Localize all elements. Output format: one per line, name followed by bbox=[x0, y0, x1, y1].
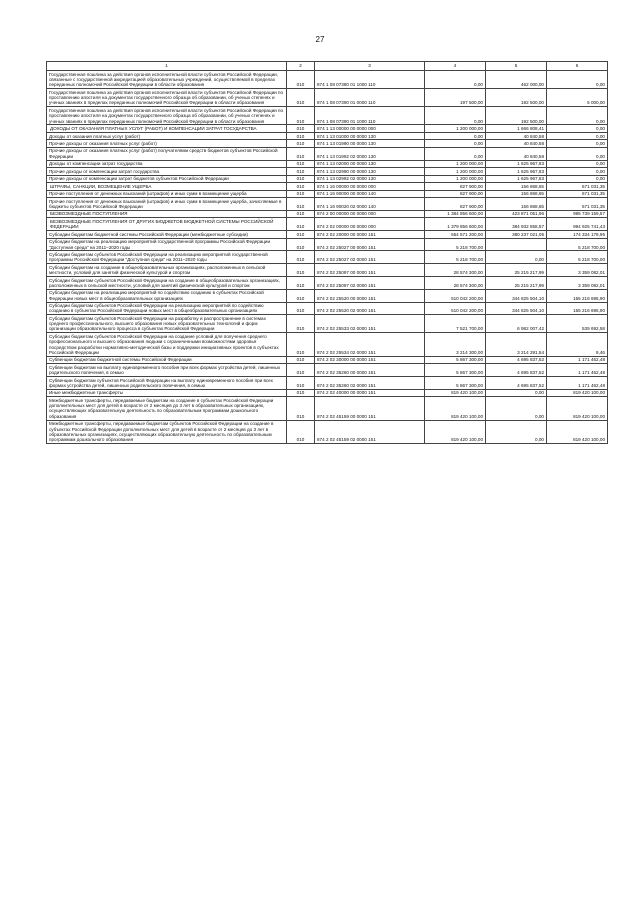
row-executed-cell: 192 500,00 bbox=[486, 107, 547, 125]
row-name-cell: Субсидии бюджетам субъектов Российской Федерации на создание условий для получения среднего профессионального и высшего образования людьми с ограниченными возможностями здоровья посредством разработки нормативно-методической базы и поддержки инициативных проектов в субъектах Российской Федерации bbox=[47, 333, 287, 356]
column-header: 6 bbox=[547, 62, 608, 71]
row-kbk-cell: 874 2 02 25097 00 0000 151 bbox=[315, 264, 425, 277]
row-executed-cell: 344 825 504,10 bbox=[486, 302, 547, 315]
table-header-row bbox=[47, 62, 608, 71]
row-name-cell: БЕЗВОЗМЕЗДНЫЕ ПОСТУПЛЕНИЯ bbox=[47, 210, 287, 217]
row-name-cell: Иные межбюджетные трансферты bbox=[47, 389, 287, 396]
row-unexecuted-cell: 5 218 700,00 bbox=[547, 238, 608, 251]
row-unexecuted-cell: 1 171 462,48 bbox=[547, 377, 608, 390]
row-approved-cell: 0,00 bbox=[425, 147, 486, 160]
table-row bbox=[47, 147, 608, 160]
row-executed-cell: 156 868,65 bbox=[486, 198, 547, 211]
row-name-cell: Доходы от компенсации затрат государства bbox=[47, 160, 287, 167]
row-executed-cell: 40 840,58 bbox=[486, 147, 547, 160]
row-approved-cell: 28 574 300,00 bbox=[425, 276, 486, 289]
row-name-cell: Субсидии бюджетам субъектов Российской Федерации на разработку и распространение в системах среднего профессионального, высшего образования новых образовательных технологий и форм организации образовательного процесса в субъектах Российской Федерации bbox=[47, 315, 287, 333]
revenue-report-table bbox=[46, 61, 608, 444]
row-approved-cell: 5 867 300,00 bbox=[425, 364, 486, 377]
table-row bbox=[47, 125, 608, 132]
row-unexecuted-cell: 0,00 bbox=[547, 160, 608, 167]
table-row bbox=[47, 89, 608, 107]
table-row bbox=[47, 168, 608, 175]
row-executed-cell: 40 840,58 bbox=[486, 132, 547, 139]
row-kbk-cell: 874 2 02 25520 00 0000 151 bbox=[315, 289, 425, 302]
row-kbk-cell: 874 2 02 25097 02 0000 151 bbox=[315, 276, 425, 289]
column-header: 5 bbox=[486, 62, 547, 71]
row-executed-cell: 423 871 051,96 bbox=[486, 210, 547, 217]
row-approved-cell: 28 574 300,00 bbox=[425, 264, 486, 277]
row-name-cell: Прочие доходы от компенсации затрат бюджетов субъектов Российской Федерации bbox=[47, 175, 287, 182]
row-unexecuted-cell: 5 000,00 bbox=[547, 89, 608, 107]
row-executed-cell: 0,00 bbox=[486, 389, 547, 396]
row-approved-cell: 0,00 bbox=[425, 132, 486, 139]
row-approved-cell: 819 420 100,00 bbox=[425, 389, 486, 396]
row-unexecuted-cell: 1 171 462,48 bbox=[547, 356, 608, 363]
row-code-cell: 010 bbox=[287, 264, 315, 277]
row-executed-cell: 1 666 808,41 bbox=[486, 125, 547, 132]
row-kbk-cell: 874 1 08 07390 01 0000 110 bbox=[315, 89, 425, 107]
row-approved-cell: 1 384 856 600,00 bbox=[425, 210, 486, 217]
row-code-cell: 010 bbox=[287, 389, 315, 396]
row-unexecuted-cell: 671 031,35 bbox=[547, 183, 608, 190]
row-approved-cell: 827 900,00 bbox=[425, 190, 486, 197]
table-row bbox=[47, 264, 608, 277]
table-row bbox=[47, 175, 608, 182]
row-approved-cell: 1 200 000,00 bbox=[425, 175, 486, 182]
row-kbk-cell: 874 2 02 35260 02 0000 151 bbox=[315, 377, 425, 390]
table-row bbox=[47, 198, 608, 211]
page-number: 27 bbox=[315, 35, 325, 44]
row-name-cell: Субсидии бюджетам субъектов Российской Федерации на создание в общеобразовательных организациях, расположенных в сельской местности, условий для занятий физической культурой и спортом bbox=[47, 276, 287, 289]
row-approved-cell: 827 900,00 bbox=[425, 183, 486, 190]
row-name-cell: ШТРАФЫ, САНКЦИИ, ВОЗМЕЩЕНИЕ УЩЕРБА bbox=[47, 183, 287, 190]
row-unexecuted-cell: 0,00 bbox=[547, 71, 608, 89]
row-unexecuted-cell: 539 692,58 bbox=[547, 315, 608, 333]
row-executed-cell: 4 695 837,52 bbox=[486, 356, 547, 363]
row-kbk-cell: 874 2 02 25534 02 0000 151 bbox=[315, 333, 425, 356]
row-kbk-cell: 874 2 02 25027 00 0000 151 bbox=[315, 238, 425, 251]
table-row bbox=[47, 302, 608, 315]
row-approved-cell: 0,00 bbox=[425, 71, 486, 89]
row-executed-cell: 0,00 bbox=[486, 397, 547, 420]
row-executed-cell: 4 695 837,52 bbox=[486, 377, 547, 390]
row-unexecuted-cell: 995 739 159,57 bbox=[547, 210, 608, 217]
row-code-cell: 010 bbox=[287, 71, 315, 89]
row-executed-cell: 1 625 967,83 bbox=[486, 160, 547, 167]
row-kbk-cell: 874 2 02 35260 00 0000 151 bbox=[315, 364, 425, 377]
row-name-cell: Субвенции бюджетам бюджетной системы Российской Федерации bbox=[47, 356, 287, 363]
row-code-cell: 010 bbox=[287, 175, 315, 182]
row-name-cell: Государственная пошлина за действия органов исполнительной власти субъектов Российской Федерации по проставлению апостиля на документах государственного образца об образовании, об ученых степенях и ученых званиях в пределах переданных полномочий Российской Федерации в области образования bbox=[47, 89, 287, 107]
row-name-cell: Прочие доходы от оказания платных услуг (работ) bbox=[47, 140, 287, 147]
row-code-cell: 010 bbox=[287, 198, 315, 211]
row-code-cell: 010 bbox=[287, 147, 315, 160]
row-approved-cell: 5 218 700,00 bbox=[425, 238, 486, 251]
row-name-cell: Прочие доходы от компенсации затрат государства bbox=[47, 168, 287, 175]
row-executed-cell: 192 500,00 bbox=[486, 89, 547, 107]
table-row bbox=[47, 377, 608, 390]
row-executed-cell: 25 215 217,99 bbox=[486, 276, 547, 289]
row-name-cell: Субсидии бюджетам бюджетной системы Российской Федерации (межбюджетные субсидии) bbox=[47, 231, 287, 238]
row-approved-cell: 1 200 000,00 bbox=[425, 125, 486, 132]
table-row bbox=[47, 132, 608, 139]
table-row bbox=[47, 420, 608, 443]
column-header: 3 bbox=[315, 62, 425, 71]
row-kbk-cell: 874 1 16 00000 00 0000 000 bbox=[315, 183, 425, 190]
table-row bbox=[47, 190, 608, 197]
row-unexecuted-cell: 5 218 700,00 bbox=[547, 251, 608, 264]
row-unexecuted-cell: 0,00 bbox=[547, 147, 608, 160]
row-kbk-cell: 874 2 02 40000 00 0000 151 bbox=[315, 389, 425, 396]
row-executed-cell: 40 840,58 bbox=[486, 140, 547, 147]
row-kbk-cell: 874 1 16 90000 00 0000 140 bbox=[315, 190, 425, 197]
row-code-cell: 010 bbox=[287, 238, 315, 251]
row-kbk-cell: 874 1 13 02000 00 0000 130 bbox=[315, 160, 425, 167]
row-kbk-cell: 874 1 13 01990 00 0000 130 bbox=[315, 140, 425, 147]
row-executed-cell: 4 695 837,52 bbox=[486, 364, 547, 377]
row-unexecuted-cell: 0,00 bbox=[547, 140, 608, 147]
row-kbk-cell: 874 2 02 00000 00 0000 000 bbox=[315, 218, 425, 231]
table-row bbox=[47, 289, 608, 302]
row-kbk-cell: 874 1 08 07380 01 1000 110 bbox=[315, 71, 425, 89]
column-header: 4 bbox=[425, 62, 486, 71]
row-kbk-cell: 874 1 13 00000 00 0000 000 bbox=[315, 125, 425, 132]
row-code-cell: 010 bbox=[287, 420, 315, 443]
table-row bbox=[47, 160, 608, 167]
row-code-cell: 010 bbox=[287, 107, 315, 125]
row-name-cell: БЕЗВОЗМЕЗДНЫЕ ПОСТУПЛЕНИЯ ОТ ДРУГИХ БЮДЖЕТОВ БЮДЖЕТНОЙ СИСТЕМЫ РОССИЙСКОЙ ФЕДЕРАЦИИ bbox=[47, 218, 287, 231]
row-code-cell: 010 bbox=[287, 356, 315, 363]
table-row bbox=[47, 251, 608, 264]
row-approved-cell: 510 042 200,00 bbox=[425, 302, 486, 315]
row-name-cell: Межбюджетные трансферты, передаваемые бюджетам на создание в субъектах Российской Федерации дополнительных мест для детей в возрасте от 2 месяцев до 3 лет в образовательных организациях, осуществляющих образовательную деятельность по образовательным программам дошкольного образования bbox=[47, 397, 287, 420]
table-row bbox=[47, 238, 608, 251]
row-unexecuted-cell: 3 359 082,01 bbox=[547, 264, 608, 277]
table-row bbox=[47, 397, 608, 420]
row-kbk-cell: 874 2 02 25533 02 0000 151 bbox=[315, 315, 425, 333]
row-code-cell: 010 bbox=[287, 231, 315, 238]
row-executed-cell: 384 932 858,57 bbox=[486, 218, 547, 231]
row-executed-cell: 380 237 021,05 bbox=[486, 231, 547, 238]
row-unexecuted-cell: 0,00 bbox=[547, 132, 608, 139]
row-executed-cell: 344 825 504,10 bbox=[486, 289, 547, 302]
row-code-cell: 010 bbox=[287, 160, 315, 167]
row-approved-cell: 819 420 100,00 bbox=[425, 397, 486, 420]
row-unexecuted-cell: 0,00 bbox=[547, 168, 608, 175]
row-approved-cell: 1 379 856 600,00 bbox=[425, 218, 486, 231]
row-kbk-cell: 874 2 02 30000 00 0000 151 bbox=[315, 356, 425, 363]
table-row bbox=[47, 364, 608, 377]
row-name-cell: Государственная пошлина за действия органов исполнительной власти субъектов Российской Федерации, связанные с государственной аккредитацией образовательных учреждений, осуществляемой в пределах переданных полномочий Российской Федерации в области образования bbox=[47, 71, 287, 89]
table-row bbox=[47, 276, 608, 289]
row-kbk-cell: 874 2 02 45159 02 0000 151 bbox=[315, 420, 425, 443]
row-code-cell: 010 bbox=[287, 364, 315, 377]
row-name-cell: Субсидии бюджетам субъектов Российской Федерации на реализацию мероприятий государственной программы Российской Федерации "Доступная среда" на 2011–2020 годы bbox=[47, 251, 287, 264]
row-approved-cell: 1 200 000,00 bbox=[425, 160, 486, 167]
row-executed-cell: 3 214 291,54 bbox=[486, 333, 547, 356]
row-approved-cell: 1 200 000,00 bbox=[425, 168, 486, 175]
row-unexecuted-cell: 165 216 695,90 bbox=[547, 289, 608, 302]
row-executed-cell: 0,00 bbox=[486, 420, 547, 443]
table-row bbox=[47, 333, 608, 356]
table-row bbox=[47, 389, 608, 396]
row-unexecuted-cell: 819 420 100,00 bbox=[547, 389, 608, 396]
row-unexecuted-cell: 165 216 695,90 bbox=[547, 302, 608, 315]
row-code-cell: 010 bbox=[287, 377, 315, 390]
row-unexecuted-cell: 0,00 bbox=[547, 107, 608, 125]
row-kbk-cell: 874 1 13 02990 00 0000 130 bbox=[315, 168, 425, 175]
table-row bbox=[47, 183, 608, 190]
row-kbk-cell: 874 1 13 01992 02 0000 130 bbox=[315, 147, 425, 160]
row-name-cell: Субсидии бюджетам на создание в общеобразовательных организациях, расположенных в сельской местности, условий для занятий физической культурой и спортом bbox=[47, 264, 287, 277]
row-kbk-cell: 874 2 00 00000 00 0000 000 bbox=[315, 210, 425, 217]
row-code-cell: 010 bbox=[287, 289, 315, 302]
row-approved-cell: 197 500,00 bbox=[425, 89, 486, 107]
row-executed-cell: 156 868,65 bbox=[486, 183, 547, 190]
row-code-cell: 010 bbox=[287, 125, 315, 132]
row-unexecuted-cell: 8,46 bbox=[547, 333, 608, 356]
row-unexecuted-cell: 1 171 462,48 bbox=[547, 364, 608, 377]
row-name-cell: Субвенции бюджетам субъектов Российской Федерации на выплату единовременного пособия при всех формах устройства детей, лишенных родительского попечения, в семью bbox=[47, 377, 287, 390]
row-name-cell: Субсидии бюджетам субъектов Российской Федерации на реализацию мероприятий по содействию созданию в субъектах Российской Федерации новых мест в общеобразовательных организациях bbox=[47, 302, 287, 315]
row-unexecuted-cell: 819 420 100,00 bbox=[547, 397, 608, 420]
row-executed-cell bbox=[486, 238, 547, 251]
row-kbk-cell: 874 2 02 45159 00 0000 151 bbox=[315, 397, 425, 420]
table-row bbox=[47, 231, 608, 238]
row-name-cell: Государственная пошлина за действия органов исполнительной власти субъектов Российской Федерации по проставлению апостиля на документах государственного образца об образовании, об ученых степенях и ученых званиях в пределах переданных полномочий Российской Федерации в области образования bbox=[47, 107, 287, 125]
row-code-cell: 010 bbox=[287, 302, 315, 315]
row-name-cell: Прочие доходы от оказания платных услуг (работ) получателями средств бюджетов субъектов Российской Федерации bbox=[47, 147, 287, 160]
column-header: 1 bbox=[47, 62, 287, 71]
row-approved-cell: 827 900,00 bbox=[425, 198, 486, 211]
row-approved-cell: 554 571 200,00 bbox=[425, 231, 486, 238]
table-row bbox=[47, 210, 608, 217]
row-unexecuted-cell: 3 359 082,01 bbox=[547, 276, 608, 289]
row-kbk-cell: 874 2 02 20000 00 0000 151 bbox=[315, 231, 425, 238]
row-unexecuted-cell: 671 031,35 bbox=[547, 190, 608, 197]
row-kbk-cell: 874 2 02 25027 02 0000 151 bbox=[315, 251, 425, 264]
row-unexecuted-cell: 174 334 178,95 bbox=[547, 231, 608, 238]
row-approved-cell: 3 214 300,00 bbox=[425, 333, 486, 356]
row-executed-cell: 25 215 217,99 bbox=[486, 264, 547, 277]
row-name-cell: Межбюджетные трансферты, передаваемые бюджетам субъектов Российской Федерации на создание в субъектах Российской Федерации дополнительных мест для детей в возрасте от 2 месяцев до 3 лет в образовательных организациях, осуществляющих образовательную деятельность по образовательным программам дошкольного образования bbox=[47, 420, 287, 443]
row-name-cell: Субсидии бюджетам на реализацию мероприятий государственной программы Российской Федерации "Доступная среда" на 2011–2020 годы bbox=[47, 238, 287, 251]
row-approved-cell: 819 420 100,00 bbox=[425, 420, 486, 443]
row-code-cell: 010 bbox=[287, 218, 315, 231]
table-row bbox=[47, 315, 608, 333]
row-code-cell: 010 bbox=[287, 190, 315, 197]
row-kbk-cell: 874 1 16 90020 02 0000 140 bbox=[315, 198, 425, 211]
row-approved-cell: 7 521 700,00 bbox=[425, 315, 486, 333]
row-name-cell: Прочие поступления от денежных взысканий (штрафов) и иных сумм в возмещение ущерба bbox=[47, 190, 287, 197]
row-unexecuted-cell: 0,00 bbox=[547, 175, 608, 182]
row-code-cell: 010 bbox=[287, 183, 315, 190]
row-code-cell: 010 bbox=[287, 333, 315, 356]
table-row bbox=[47, 218, 608, 231]
column-header: 2 bbox=[287, 62, 315, 71]
table-row bbox=[47, 71, 608, 89]
row-executed-cell: 156 868,65 bbox=[486, 190, 547, 197]
row-unexecuted-cell: 994 925 741,43 bbox=[547, 218, 608, 231]
row-executed-cell: 1 625 967,83 bbox=[486, 175, 547, 182]
row-code-cell: 010 bbox=[287, 276, 315, 289]
row-code-cell: 010 bbox=[287, 251, 315, 264]
row-code-cell: 010 bbox=[287, 140, 315, 147]
table-row bbox=[47, 107, 608, 125]
row-kbk-cell: 874 1 13 02992 02 0000 130 bbox=[315, 175, 425, 182]
row-code-cell: 010 bbox=[287, 210, 315, 217]
row-name-cell: Доходы от оказания платных услуг (работ) bbox=[47, 132, 287, 139]
row-executed-cell: 0,00 bbox=[486, 251, 547, 264]
row-name-cell: Прочие поступления от денежных взысканий (штрафов) и иных сумм в возмещение ущерба, зачисляемые в бюджеты субъектов Российской Федерации bbox=[47, 198, 287, 211]
row-executed-cell: 6 982 007,42 bbox=[486, 315, 547, 333]
row-name-cell: ДОХОДЫ ОТ ОКАЗАНИЯ ПЛАТНЫХ УСЛУГ (РАБОТ) И КОМПЕНСАЦИИ ЗАТРАТ ГОСУДАРСТВА bbox=[47, 125, 287, 132]
row-approved-cell: 510 042 200,00 bbox=[425, 289, 486, 302]
row-kbk-cell: 874 1 08 07390 01 1000 110 bbox=[315, 107, 425, 125]
row-approved-cell: 5 218 700,00 bbox=[425, 251, 486, 264]
row-name-cell: Субсидии бюджетам на реализацию мероприятий по содействию созданию в субъектах Российской Федерации новых мест в общеобразовательных организациях bbox=[47, 289, 287, 302]
table-row bbox=[47, 140, 608, 147]
row-kbk-cell: 874 2 02 25520 02 0000 151 bbox=[315, 302, 425, 315]
row-executed-cell: 462 000,00 bbox=[486, 71, 547, 89]
row-unexecuted-cell: 819 420 100,00 bbox=[547, 420, 608, 443]
row-code-cell: 010 bbox=[287, 168, 315, 175]
row-unexecuted-cell: 671 031,35 bbox=[547, 198, 608, 211]
row-code-cell: 010 bbox=[287, 132, 315, 139]
row-approved-cell: 0,00 bbox=[425, 107, 486, 125]
row-code-cell: 010 bbox=[287, 315, 315, 333]
row-code-cell: 010 bbox=[287, 89, 315, 107]
row-approved-cell: 0,00 bbox=[425, 140, 486, 147]
row-approved-cell: 5 867 300,00 bbox=[425, 356, 486, 363]
row-code-cell: 010 bbox=[287, 397, 315, 420]
row-name-cell: Субвенции бюджетам на выплату единовременного пособия при всех формах устройства детей, лишенных родительского попечения, в семью bbox=[47, 364, 287, 377]
row-executed-cell: 1 625 967,83 bbox=[486, 168, 547, 175]
row-unexecuted-cell: 0,00 bbox=[547, 125, 608, 132]
table-row bbox=[47, 356, 608, 363]
row-approved-cell: 5 867 300,00 bbox=[425, 377, 486, 390]
row-kbk-cell: 874 1 13 01000 00 0000 130 bbox=[315, 132, 425, 139]
